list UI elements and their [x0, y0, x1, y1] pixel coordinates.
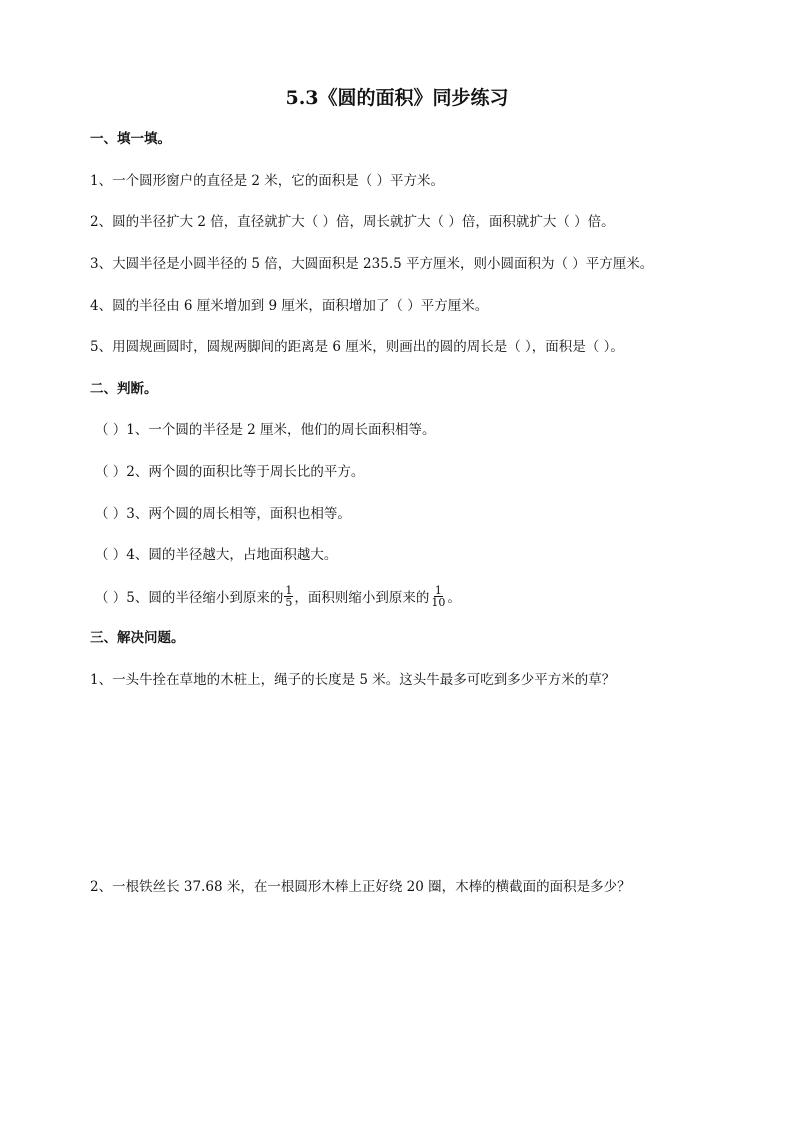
- fraction-denominator: 10: [431, 596, 446, 609]
- fill-question-5: 5、用圆规画圆时，圆规两脚间的距离是 6 厘米，则画出的圆的周长是（ ），面积是（ ）。: [90, 339, 624, 355]
- fraction-one-tenth: [430, 585, 446, 608]
- judge-question-5-suffix: 。: [447, 590, 461, 606]
- judge-question-5-middle: ，面积则缩小到原来的: [294, 590, 430, 606]
- judge-question-5: [95, 584, 461, 610]
- judge-question-5-prefix: （ ）5、圆的半径缩小到原来的: [95, 590, 284, 606]
- fill-question-3: 3、大圆半径是小圆半径的 5 倍，大圆面积是 235.5 平方厘米，则小圆面积为（ ）平方厘米。: [90, 256, 654, 272]
- judge-question-1: （ ）1、一个圆的半径是 2 厘米，他们的周长面积相等。: [95, 422, 436, 438]
- solve-question-1: 1、一头牛拴在草地的木桩上，绳子的长度是 5 米。这头牛最多可吃到多少平方米的草？: [90, 672, 616, 688]
- fraction-numerator: 1: [434, 584, 442, 597]
- fill-question-2: 2、圆的半径扩大 2 倍，直径就扩大（ ）倍，周长就扩大（ ）倍，面积就扩大（ ）倍。: [90, 214, 615, 230]
- section-fill-heading: 一、填一填。: [90, 131, 171, 147]
- fraction-one-fifth: [284, 585, 293, 608]
- judge-question-3: （ ）3、两个圆的周长相等，面积也相等。: [95, 506, 351, 522]
- section-judge-heading: 二、判断。: [90, 381, 158, 397]
- fraction-denominator: 5: [285, 596, 293, 609]
- judge-question-2: （ ）2、两个圆的面积比等于周长比的平方。: [95, 464, 365, 480]
- fill-question-1: 1、一个圆形窗户的直径是 2 米，它的面积是（ ）平方米。: [90, 173, 445, 189]
- judge-question-4: （ ）4、圆的半径越大，占地面积越大。: [95, 547, 338, 563]
- page-title: 5.3《圆的面积》同步练习: [285, 87, 509, 109]
- fraction-numerator: 1: [285, 584, 293, 597]
- solve-question-2: 2、一根铁丝长 37.68 米，在一根圆形木棒上正好绕 20 圈，木棒的横截面的面积是多少？: [90, 879, 631, 895]
- section-solve-heading: 三、解决问题。: [90, 630, 185, 646]
- fill-question-4: 4、圆的半径由 6 厘米增加到 9 厘米，面积增加了（ ）平方厘米。: [90, 298, 489, 314]
